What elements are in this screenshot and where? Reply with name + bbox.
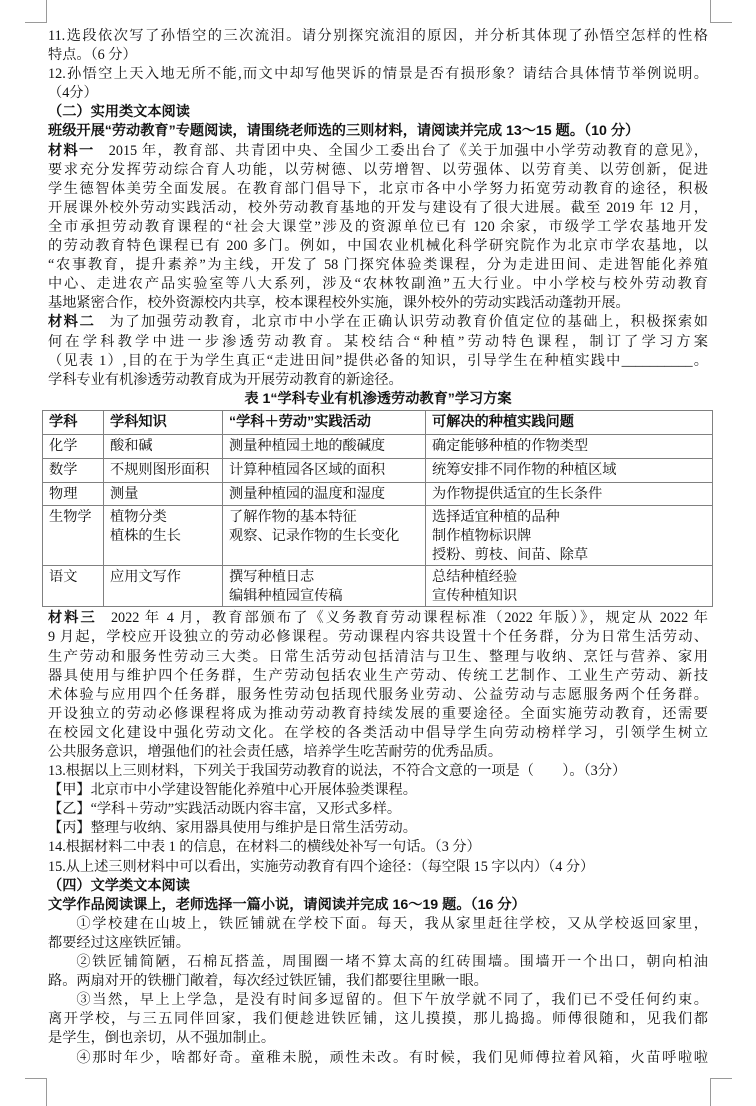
study-plan-table — [42, 410, 713, 607]
page-content — [48, 27, 708, 1068]
cell-problem — [426, 482, 713, 505]
material-3-line: 9 月起，学校应开设独立的劳动必修课程。劳动课程内容共设置十个任务群，分为日常生活劳动、 — [48, 629, 708, 646]
cell-line: 为作物提供适宜的生长条件 — [432, 485, 603, 502]
cell-problem — [426, 505, 713, 565]
cell-line: 数学 — [49, 461, 78, 478]
cell-subject — [43, 434, 104, 458]
question-12-line: 12.孙悟空上天入地无所不能,而文中却写他哭诉的情景是否有损形象？请结合具体情节举例说明。 — [48, 66, 708, 83]
cell-subject — [43, 482, 104, 505]
question-12-line: （4分） — [48, 85, 98, 102]
material-1-line: 要求充分发挥劳动综合育人功能，以劳树德、以劳增智、以劳强体、以劳育美、以劳创新，促进 — [48, 161, 708, 178]
question-11-line: 特点。（6 分） — [48, 47, 137, 64]
material-1-line: “农事教育，提升素养”为主线，开发了 58 门探究体验类课程，分为走进田间、走进智能化养殖 — [48, 257, 708, 274]
cell-line: 总结种植经验 — [432, 569, 518, 586]
header-activity: “学科＋劳动”实践活动 — [223, 410, 426, 434]
material-3-line: 术体验与应用四个任务群，服务性劳动包括现代服务业劳动、公益劳动与志愿服务两个任务群。 — [48, 686, 708, 703]
cell-problem — [426, 566, 713, 607]
cell-line: 宣传种植知识 — [432, 588, 518, 605]
material-3-line: 公共服务意识，增强他们的社会责任感，培养学生吃苦耐劳的优秀品质。 — [48, 744, 503, 760]
question-15: 15.从上述三则材料中可以看出，实施劳动教育有四个途径：（每空限 15 字以内）（4 分） — [48, 858, 595, 875]
material-1-line: 全市承担劳动教育课程的“社会大课堂”涉及的资源单位已有 120 余家，市级学工学农基地开发 — [48, 218, 708, 235]
section-instruction: 班级开展“劳动教育”专题阅读，请围绕老师选的三则材料，请阅读并完成 13～15 题。（10 分） — [48, 123, 640, 140]
header-knowledge: 学科知识 — [104, 410, 223, 434]
material-1-line — [48, 142, 708, 161]
material-1-line: 基地紧密合作，校外资源校内共享，校本课程校外实施，课外校外的劳动实践活动蓬勃开展。 — [48, 295, 630, 312]
header-problem: 可解决的种植实践问题 — [426, 410, 713, 434]
section-title-literary-reading: （四）文学类文本阅读 — [48, 877, 190, 894]
story-paragraph-1-line: 都要经过这座铁匠铺。 — [48, 934, 190, 951]
cell-problem — [426, 458, 713, 482]
cell-knowledge — [104, 505, 223, 565]
material-2-text: 为了加强劳动教育，北京市中小学在正确认识劳动教育价值定位的基础上，积极探索如 — [109, 314, 708, 331]
story-paragraph-4-line: ④那时年少，啥都好奇。童稚未脱，顽性未改。有时候，我们见师傅拉着风箱，火苗呼啦啦 — [76, 1049, 708, 1066]
table-header-row — [43, 410, 713, 434]
material-2-label: 材料二 — [48, 314, 96, 331]
cell-knowledge — [104, 482, 223, 505]
story-paragraph-3-line: 离开学校，与三五同伴回家，我们便趁进铁匠铺，这儿摸摸，那儿捣捣。师傅很随和，见我们都 — [48, 1011, 708, 1028]
cell-line: 酸和碱 — [110, 437, 153, 454]
material-1-text: 2015 年，教育部、共青团中央、全国少工委出台了《关于加强中小学劳动教育的意见》， — [108, 142, 708, 159]
header-subject: 学科 — [43, 410, 104, 434]
cell-problem — [426, 434, 713, 458]
material-2-line: （见表 1）,目的在于为学生真正“走进田间”提供必备的知识，引导学生在种植实践中__________。 — [48, 352, 708, 369]
story-paragraph-2-line: ②铁匠铺简陋，石棉瓦搭盖，周围圈一堵不算太高的红砖围墙。围墙开一个出口，朝向柏油 — [76, 954, 708, 971]
question-11-line: 11.选段依次写了孙悟空的三次流泪。请分别探究流泪的原因，并分析其体现了孙悟空怎样的性格 — [48, 28, 708, 44]
cell-line: 测量种植园土地的酸碱度 — [229, 437, 386, 454]
cell-line: 授粉、剪枝、间苗、除草 — [432, 547, 589, 564]
cell-activity — [223, 505, 426, 565]
section-instruction: 文学作品阅读课上，老师选择一篇小说，请阅读并完成 16～19 题。（16 分） — [48, 896, 526, 913]
material-3-line — [48, 609, 708, 628]
cell-line: 语文 — [49, 569, 78, 586]
cell-activity — [223, 566, 426, 607]
table-row — [43, 566, 713, 607]
cell-line: 了解作物的基本特征 — [229, 508, 357, 525]
crop-mark-top-right — [710, 0, 732, 23]
material-1-line: 中心、走进农产品实验室等八大系列，涉及“农林牧副渔”五大行业。中小学校与校外劳动教育 — [48, 276, 708, 293]
material-1-line: 开展课外校外劳动实践活动，校外劳动教育基地的开发与建设有了很大进展。截至 2019 年 12 月， — [48, 199, 708, 216]
material-2-line: 学科专业有机渗透劳动教育成为开展劳动教育的新途径。 — [48, 371, 403, 388]
cell-line: 化学 — [49, 437, 78, 454]
cell-line: 应用文写作 — [110, 569, 181, 586]
cell-line: 计算种植园各区域的面积 — [229, 461, 386, 478]
material-1-line: 学生德智体美劳全面发展。在教育部门倡导下，北京市各中小学努力拓宽劳动教育的途径，积极 — [48, 180, 708, 197]
cell-line: 确定能够种植的作物类型 — [432, 437, 589, 454]
material-3-line: 生产劳动和服务性劳动三大类。日常生活劳动包括清洁与卫生、整理与收纳、烹饪与营养、家用 — [48, 648, 708, 665]
cell-line: 生物学 — [49, 508, 92, 525]
material-2-line — [48, 313, 708, 332]
cell-line: 制作植物标识牌 — [432, 527, 532, 544]
cell-line: 撰写种植日志 — [229, 569, 315, 586]
cell-line: 植物分类 — [110, 508, 167, 525]
cell-activity — [223, 434, 426, 458]
material-2-line: 何在学科教学中进一步渗透劳动教育。某校结合“种植”劳动特色课程，制订了学习方案 — [48, 333, 708, 350]
cell-line: 测量种植园的温度和湿度 — [229, 485, 386, 502]
table-row — [43, 482, 713, 505]
material-1-line: 的劳动教育特色课程已有 200 多门。例如，中国农业机械化科学研究院作为北京市学农基地，以 — [48, 238, 708, 255]
question-13-option-bing: 【丙】整理与收纳、家用器具使用与维护是日常生活劳动。 — [48, 820, 417, 837]
cell-subject — [43, 505, 104, 565]
question-13-option-yi: 【乙】“学科＋劳动”实践活动既内容丰富，又形式多样。 — [48, 801, 402, 818]
table-row — [43, 458, 713, 482]
crop-mark-bottom-right — [710, 1078, 732, 1106]
section-title-practical-reading: （二）实用类文本阅读 — [48, 104, 190, 121]
crop-mark-bottom-left — [25, 1078, 47, 1106]
cell-line: 选择适宜种植的品种 — [432, 508, 560, 525]
material-3-line: 开设独立的劳动必修课程将成为推动劳动教育持续发展的重要途径。全面实施劳动教育，还需要 — [48, 705, 708, 722]
story-paragraph-2-line: 路。两扇对开的铁栅门敞着，每次经过铁匠铺，我们都要往里瞅一眼。 — [48, 973, 488, 990]
story-paragraph-3-line: ③当然，早上上学急，是没有时间多逗留的。但下午放学就不同了，我们已不受任何约束。 — [76, 992, 708, 1009]
cell-line: 统筹安排不同作物的种植区域 — [432, 461, 617, 478]
table-row — [43, 434, 713, 458]
material-1-label: 材料一 — [48, 142, 95, 159]
material-3-line: 器具使用与维护四个任务群，生产劳动包括农业生产劳动、传统工艺制作、工业生产劳动、新技 — [48, 667, 708, 684]
cell-line: 测量 — [110, 485, 139, 502]
cell-activity — [223, 458, 426, 482]
cell-knowledge — [104, 434, 223, 458]
question-13-option-jia: 【甲】北京市中小学建设智能化养殖中心开展体验类课程。 — [48, 782, 417, 799]
story-paragraph-1-line: ①学校建在山坡上，铁匠铺就在学校下面。每天，我从家里赶往学校，又从学校返回家里， — [76, 915, 708, 932]
cell-line: 观察、记录作物的生长变化 — [229, 527, 400, 544]
question-13-stem: 13.根据以上三则材料，下列关于我国劳动教育的说法，不符合文意的一项是（ ）。（3分） — [48, 763, 627, 780]
question-14: 14.根据材料二中表 1 的信息，在材料二的横线处补写一句话。（3 分） — [48, 839, 481, 856]
cell-line: 不规则图形面积 — [110, 461, 210, 478]
material-3-line: 在校园文化建设中强化劳动文化。在学校的各类活动中倡导学生向劳动榜样学习，引领学生树立 — [48, 724, 708, 741]
table-caption: 表 1“学科专业有机渗透劳动教育”学习方案 — [244, 390, 512, 407]
crop-mark-top-left — [25, 0, 47, 23]
material-3-text: 2022 年 4 月，教育部颁布了《义务教育劳动课程标准（2022 年版）》，规定从 2022 年 — [110, 610, 708, 627]
cell-knowledge — [104, 458, 223, 482]
cell-line: 编辑种植园宣传稿 — [229, 588, 343, 605]
cell-line: 植株的生长 — [110, 527, 181, 544]
story-paragraph-3-line: 是学生，倒也亲切，从不强加制止。 — [48, 1030, 276, 1047]
table-row — [43, 505, 713, 565]
cell-subject — [43, 458, 104, 482]
material-3-label: 材料三 — [48, 610, 97, 627]
cell-subject — [43, 566, 104, 607]
cell-activity — [223, 482, 426, 505]
cell-knowledge — [104, 566, 223, 607]
cell-line: 物理 — [49, 485, 78, 502]
